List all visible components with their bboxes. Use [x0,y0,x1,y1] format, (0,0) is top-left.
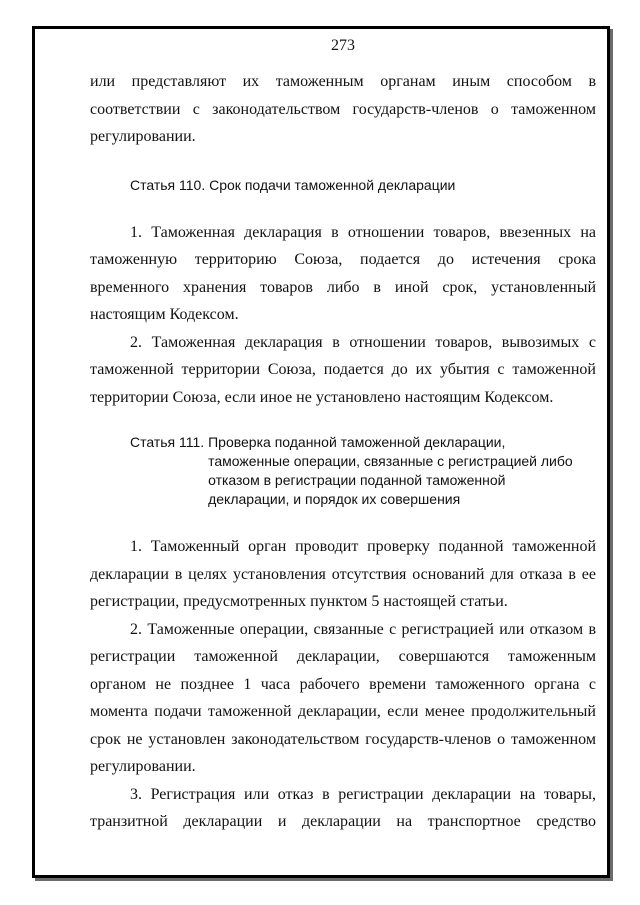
intro-paragraph: или представляют их таможенным органам иным способом в соответствии с законодательством государств-членов о таможенном регулировании. [90,73,596,145]
article-110-paragraph-2: 2. Таможенная декларация в отношении товаров, вывозимых с таможенной территории Союза, подается до их убытия с таможенной территории Союза, если иное не установлено настоящим Кодексом. [90,333,596,406]
page-number: 273 [331,37,355,54]
article-111-label: Статья 111. [130,434,209,450]
article-111-paragraph-3: 3. Регистрация или отказ в регистрации декларации на товары, транзитной декларации и декларации на транспортное средство [90,785,596,830]
article-111-title: Проверка поданной таможенной декларации, таможенные операции, связанные с регистрацией либо отказом в регистрации поданной таможенной декларации, и порядок их совершения [208,434,573,507]
article-111-heading [90,433,596,509]
document-page [90,36,596,836]
article-110-heading: Статья 110. Срок подачи таможенной декларации [130,176,456,193]
article-111-paragraph-1: 1. Таможенный орган проводит проверку поданной таможенной декларации в целях установления отсутствия оснований для отказа в ее регистрации, предусмотренных пунктом 5 настоящей статьи. [90,538,596,610]
article-111-paragraph-2: 2. Таможенные операции, связанные с регистрацией или отказом в регистрации таможенной декларации, совершаются таможенным органом не позднее 1 часа рабочего времени таможенного органа с момента подачи таможенной декларации, если менее продолжительный срок не установлен законодательством государств-членов о таможенном регулировании. [90,620,596,775]
article-110-paragraph-1: 1. Таможенная декларация в отношении товаров, ввезенных на таможенную территорию Союза, подается до истечения срока временного хранения товаров либо в иной срок, установленный настоящим Кодексом. [90,223,596,323]
